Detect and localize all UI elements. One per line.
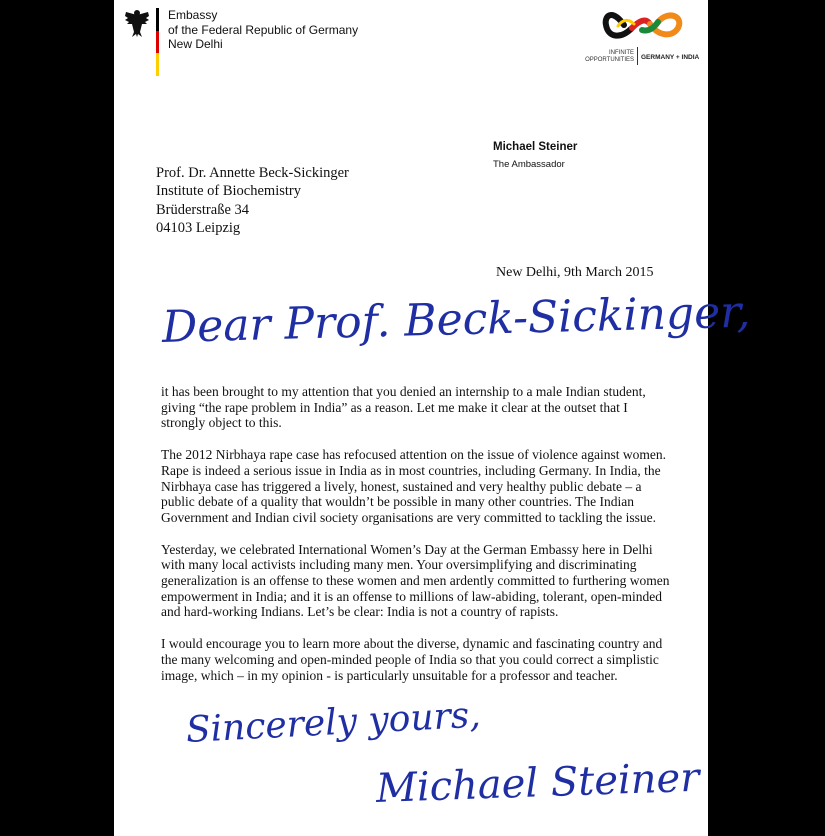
tagline-germany-india: GERMANY + INDIA <box>641 54 700 61</box>
sender-block <box>493 141 577 170</box>
tagline-divider <box>637 47 638 65</box>
letter-page <box>114 0 751 836</box>
address-line: 04103 Leipzig <box>156 220 241 237</box>
sender-name: Michael Steiner <box>493 141 578 153</box>
federal-eagle-icon <box>124 8 150 38</box>
flag-gold <box>156 53 159 76</box>
address-line: Institute of Biochemistry <box>156 183 301 200</box>
tagline-infinite: INFINITE <box>609 50 634 56</box>
handwritten-closing: Sincerely yours, <box>184 694 482 751</box>
flag-red <box>156 31 159 54</box>
embassy-line: New Delhi <box>168 37 223 51</box>
handwritten-signature: Michael Steiner <box>375 754 701 812</box>
recipient-address <box>156 164 349 238</box>
handwritten-salutation: Dear Prof. Beck-Sickinger, <box>161 286 751 353</box>
flag-black <box>156 8 159 31</box>
address-line: Brüderstraße 34 <box>156 201 250 218</box>
infinite-opportunities-logo <box>602 8 688 44</box>
embassy-name <box>168 8 358 52</box>
logo-tagline <box>580 50 634 64</box>
sender-title: The Ambassador <box>493 159 565 170</box>
body-paragraph: it has been brought to my attention that you denied an internship to a male Indian student, giving “the rape problem in India” as a reason. Let me make it clear at the outset that I strongly object to this. <box>161 384 646 431</box>
letter-date: New Delhi, 9th March 2015 <box>496 265 654 280</box>
body-paragraph: I would encourage you to learn more about the diverse, dynamic and fascinating country and the many welcoming and open-minded people of India so that you could correct a simplistic image, which – in my opinion - is particularly unsuitable for a professor and teacher. <box>161 636 663 683</box>
letter-body <box>161 384 671 699</box>
flag-stripe <box>156 8 159 76</box>
tagline-opportunities: OPPORTUNITIES <box>585 57 634 63</box>
address-line: Prof. Dr. Annette Beck-Sickinger <box>156 165 349 181</box>
body-paragraph: Yesterday, we celebrated International Women’s Day at the German Embassy here in Delhi with many local activists including many men. Your oversimplifying and discriminating generalization is an offense to these women and men ardently committed to furthering women empowerment in India; and it is an offense to millions of law-abiding, tolerant, open-minded and hard-working Indians. Let’s be clear: India is not a country of rapists. <box>161 541 670 620</box>
body-paragraph: The 2012 Nirbhaya rape case has refocused attention on the issue of violence against women. Rape is indeed a serious issue in India as in most countries, including Germany. In India, the Nirbhaya case has triggered a lively, honest, sustained and very healthy public debate – a public debate of a quality that wouldn’t be possible in many other countries. The Indian Government and Indian civil society organisations are very committed to tackling the issue. <box>161 447 666 525</box>
embassy-line: of the Federal Republic of Germany <box>168 22 359 37</box>
embassy-line: Embassy <box>168 8 218 22</box>
